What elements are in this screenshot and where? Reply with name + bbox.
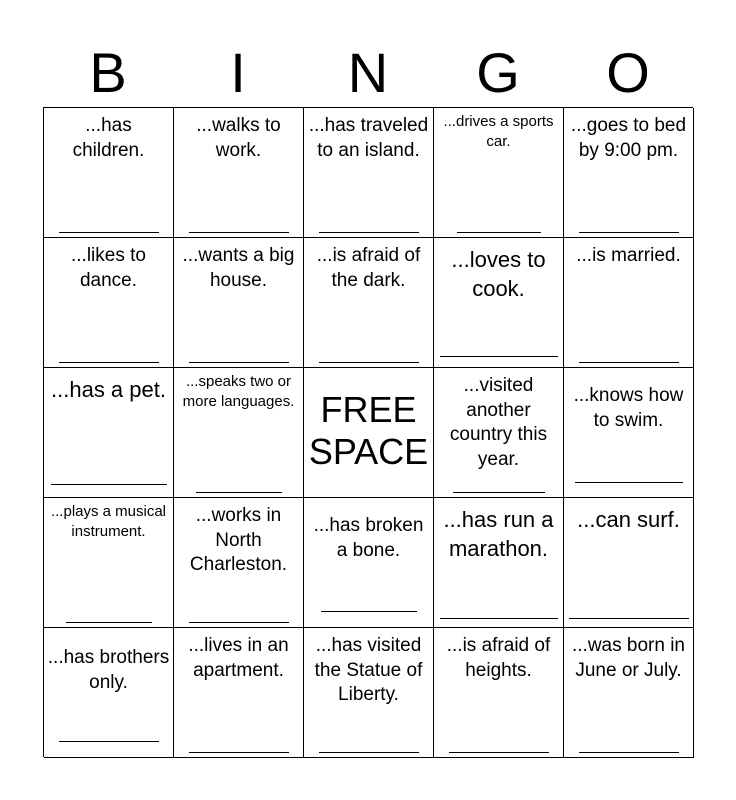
signature-line (189, 232, 289, 233)
bingo-cell[interactable] (434, 108, 564, 238)
cell-prompt: ...plays a musical instrument. (50, 503, 167, 540)
signature-line (440, 618, 558, 619)
cell-prompt: ...has children. (72, 115, 145, 161)
signature-line (189, 622, 289, 623)
cell-prompt: ...drives a sports car. (443, 113, 554, 150)
bingo-cell[interactable] (564, 628, 694, 758)
cell-prompt: ...knows how to swim. (573, 385, 684, 431)
header-letter-n: N (347, 41, 389, 104)
bingo-cell[interactable] (304, 108, 434, 238)
signature-line (453, 492, 545, 493)
bingo-cell[interactable] (564, 498, 694, 628)
cell-prompt: ...is afraid of heights. (446, 635, 551, 681)
bingo-cell[interactable] (174, 238, 304, 368)
signature-line (319, 752, 419, 753)
signature-line (59, 362, 159, 363)
cell-prompt: ...has visited the Statue of Liberty. (314, 635, 423, 705)
signature-line (449, 752, 549, 753)
cell-prompt: ...likes to dance. (71, 245, 146, 291)
cell-prompt: ...loves to cook. (451, 247, 546, 301)
bingo-cell[interactable] (434, 238, 564, 368)
free-space-cell (304, 368, 434, 498)
cell-prompt: ...was born in June or July. (572, 635, 685, 681)
header-letter-b: B (89, 41, 127, 104)
signature-line (189, 362, 289, 363)
header-letter-o: O (606, 41, 650, 104)
bingo-cell[interactable] (44, 498, 174, 628)
header-letter-g: G (476, 41, 520, 104)
signature-line (440, 356, 558, 357)
signature-line (579, 362, 679, 363)
free-space-label: FREE SPACE (308, 389, 429, 472)
cell-prompt: ...is married. (576, 245, 681, 266)
cell-prompt: ...has run a marathon. (443, 507, 554, 561)
signature-line (51, 484, 167, 485)
cell-prompt: ...has a pet. (51, 377, 166, 402)
bingo-header (43, 40, 693, 106)
bingo-cell[interactable] (564, 368, 694, 498)
bingo-cell[interactable] (434, 628, 564, 758)
signature-line (319, 362, 419, 363)
bingo-cell[interactable] (174, 368, 304, 498)
bingo-cell[interactable] (44, 368, 174, 498)
cell-prompt: ...is afraid of the dark. (316, 245, 421, 291)
bingo-cell[interactable] (304, 238, 434, 368)
cell-prompt: ...speaks two or more languages. (182, 373, 295, 410)
cell-prompt: ...visited another country this year. (449, 375, 548, 470)
bingo-cell[interactable] (174, 498, 304, 628)
bingo-cell[interactable] (174, 628, 304, 758)
cell-prompt: ...walks to work. (196, 115, 281, 161)
header-letter-i: I (230, 41, 246, 104)
signature-line (457, 232, 541, 233)
bingo-cell[interactable] (304, 498, 434, 628)
bingo-cell[interactable] (434, 498, 564, 628)
cell-prompt: ...wants a big house. (182, 245, 295, 291)
signature-line (319, 232, 419, 233)
cell-prompt: ...lives in an apartment. (188, 635, 289, 681)
signature-line (575, 482, 683, 483)
cell-prompt: ...has broken a bone. (313, 515, 424, 561)
signature-line (59, 232, 159, 233)
signature-line (579, 232, 679, 233)
cell-prompt: ...goes to bed by 9:00 pm. (570, 115, 687, 161)
bingo-grid (43, 107, 693, 757)
signature-line (579, 752, 679, 753)
bingo-cell[interactable] (174, 108, 304, 238)
signature-line (189, 752, 289, 753)
bingo-cell[interactable] (564, 108, 694, 238)
cell-prompt: ...has traveled to an island. (308, 115, 429, 161)
signature-line (59, 741, 159, 742)
signature-line (66, 622, 152, 623)
signature-line (569, 618, 689, 619)
bingo-cell[interactable] (434, 368, 564, 498)
cell-prompt: ...has brothers only. (47, 647, 170, 693)
bingo-cell[interactable] (564, 238, 694, 368)
bingo-cell[interactable] (44, 238, 174, 368)
cell-prompt: ...can surf. (577, 507, 680, 532)
signature-line (321, 611, 417, 612)
signature-line (196, 492, 282, 493)
bingo-cell[interactable] (304, 628, 434, 758)
bingo-cell[interactable] (44, 628, 174, 758)
cell-prompt: ...works in North Charleston. (189, 505, 288, 575)
bingo-cell[interactable] (44, 108, 174, 238)
